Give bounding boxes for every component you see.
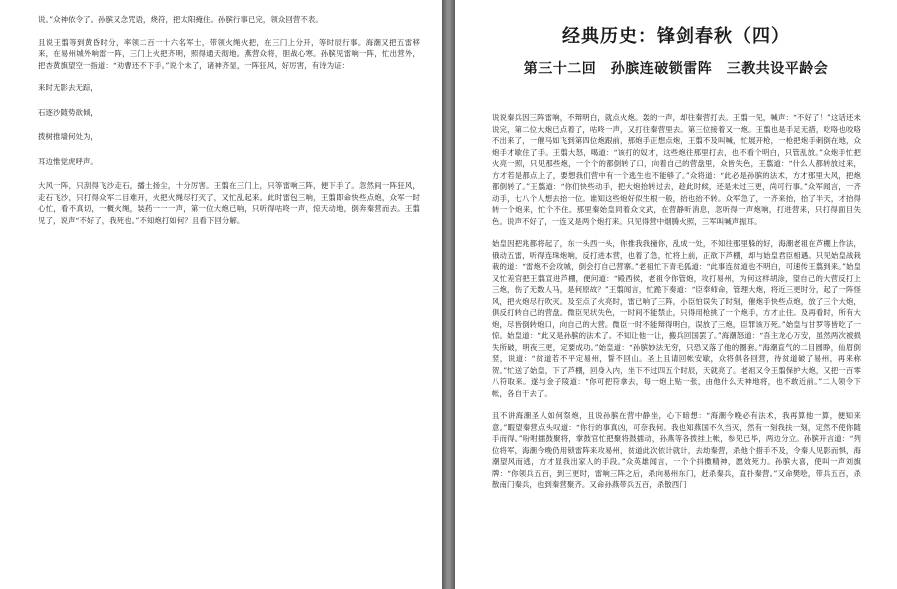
poem-line: 拨树推墙何处为， — [38, 132, 98, 141]
paragraph: 说。”众神依令了。孙膑又念咒语，烧符，把太阳掩住。孙膑行事已完，领众回营不表。 — [38, 15, 323, 24]
poem-line: 来时无影去无踪， — [38, 83, 98, 92]
paragraph: 说说秦兵因三阵雷响，不辩明白，就点火炮。轰的一声，却往秦营打去。王翦一见，喊声：“不好了！”这话还未说完，第二位大炮已点着了，咕咚一声，又打往秦营里去。第三位接着又一炮。王翦也是手足无措，吃咯也咬咯不出来了，一催马如飞到第四位炮跟前，那炮手正想点炮，王翦不及叫喊，忙展开枪，一枪把炮手刺倒在地，众炮手才歇住了手。王翦大怒，喝道：“该打的奴才，这些炮往那里打去，也不看个明白，只管乱放。”众炮手忙把火亮一照，只见那些炮，一个个的都倒转了口，向着自己的营盘里，众皆失色，王翦道：“什么人都转放过来，方才若是都点上了，要想我们营中有一个逃生也不能够了。”众将道：“此必是孙膑的法术，方才那里大风，把炮都倒转了。”王翦道：“你们快些动手，把大炮抬转过去，趁此时候，还是未过三更，尚可行事。”众军闻言，一齐动手，七八个人想去抬一位。谁知这些炮好似生根一般，抬也抬不转。众军急了，一齐来抬，抬了半天，才抬得转一个炮来，忙个不住。那里秦始皇同着众文武，在营静听消息，忽听得一声炮响，打进营来，只打得面目失色。说声不好了，一连又是两个炮打来。只见得营中烟腾火照，三军叫喊声振耳。 — [492, 113, 861, 226]
poem-line: 石逐沙随势欲倾， — [38, 107, 98, 117]
chapter-title: 第三十二回 孙膑连破锁雷阵 三教共设平龄会 — [523, 61, 829, 77]
paragraph: 且说王翦等到黄昏时分，率领二百一十六名军士，带领火绳火把，在三门上分开，等时辰行事。海潮又把五雷移来，在易州城外响雷一阵，三门上火把齐明，照得通天彻地。燕营众将，胆战心寒。孙膑见雷响一阵，忙出营外，把杏黄旗望空一指道：“劝曹还不下手。”说个未了，诸神齐显，一阵狂风，好厉害，有诗为证： — [38, 37, 420, 70]
book-title: 经典历史：锋剑春秋（四） — [562, 26, 790, 47]
right-page — [455, 0, 897, 589]
paragraph: 始皇因把兆都将起了，东一头西一头，你推我我撞你，乱成一处，不知往那里躲的好，海潮老祖在芦棚上作法，俄动五雷，听得连珠炮响，反打进本营，也着了急，忙将上前，正欲下芦棚，却与始皇君臣相遇。只见始皇战栽栽的道：“雷炮不会攻城，倒会打自己营寨。”老祖忙下青毛狐道：“此事连贫道也不明白，可速传王翦到来。”始皇又忙差官把王翦宣进芦棚，便问道：“殿西侯，老祖令你管炮，攻打易州，为何这样胡涂，望自己的大营反打上三炮，伤了无数人马，是何原故？”王翦闻言，忙跪下奏道：“臣奉师命，管理大炮，将近三更时分，起了一阵怪风，把火炮尽行吹灭。及至点了火亮时，雷已响了三阵，小臣怕误失了时刻，催炮手快些点炮，放了三个大炮，俱反打转自己的营盘。微臣见状失色，一时间不能禁止，只得用枪挑了一个炮手，方才止住。及再看时，所有大炮，尽皆倒转炮口，向自己的大营。微臣一时不能辩得明白，误放了三炮，臣罪该万死。”始皇与甘罗等皆吃了一惊。始皇道：“此又是孙膑的法术了。不知让他一让，搬兵回国罢了。”海潮怒道：“吾主龙心万安，虽然两次被损失所破，明夜三更，定要成功。”始皇道：“孙膑妙法无穷，只恐又落了他的圈套。”海潮直气的二目圆睁，仙眉倒竖，说道：“贫道若不平定易州，誓不回山。圣上且请回帐安歇，众将俱各回营，待贫道破了易州，再来称贺。”忙送了始皇，下了芦棚，回身入内，坐下不过四五个时辰，天就亮了。老祖又令王翦保护大炮，又把一百零八符取来。遂与金子陵道：“你可把符拿去，每一炮上贴一张，由他什么天神地将，也不敢近前。”二人领令下帐，各自干去了。 — [492, 239, 861, 398]
page-gutter-divider — [442, 0, 455, 589]
right-page-text — [455, 112, 897, 502]
paragraph: 大风一阵，只刮得飞沙走石，播土扬尘，十分厉害。王翦在三门上，只等雷响三阵，便下手了。忽然间一阵狂风，走石飞沙，只打得众军二目难开，火把火绳尽打灭了，又忙乱起来。此时雷包三响，王翦即命快些点炮，众军一时心忙，看不真切，一概火绳，装药一一一声，第一位大炮已响，只听得咕咚一声，惊天动地，倒奔秦营而去。王翦见了，说声“不好了，我死也。”不知炮打如何？且看下回分解。 — [38, 181, 420, 225]
left-page — [0, 0, 442, 589]
poem-line: 耳边惟觉虎呼声。 — [38, 156, 98, 166]
paragraph: 且不讲海潮圣人如何祭炮，且说孙膑在营中静坐，心下暗想：“海潮今晚必有法术，我再算他一算，便知来意。”暇望秦营点头叹道：“你行的事真凶，可奈我何。我也知燕国不久当灭，然有一刻我扶一刻，定然不使你随手而得。”吩咐擂鼓聚将，掌鼓官忙把聚将鼓擂动，孙燕等各拨挂上帐，参见已毕，两边分立。孙膑开言道：“列位将军，海潮今晚仍用锁雷阵来攻易州，贫道此次依计就计，去劫秦营，杀他个措手不及，令秦人见影而惧，海潮望风而逃，方才显我出家人的手段。”众英雄闻言，一个个抖擞精神，愿效死力。孙膑大喜，使叫一声刘旗牌：“你领兵五百，到三更时，雷响三阵之后，杀向易州东门，赶杀秦兵，直扑秦营。”又命樊哙，带兵五百，杀散南门秦兵，也到秦营聚齐。又命孙燕带兵五百，杀散西门 — [492, 411, 861, 489]
left-page-text — [0, 0, 442, 237]
